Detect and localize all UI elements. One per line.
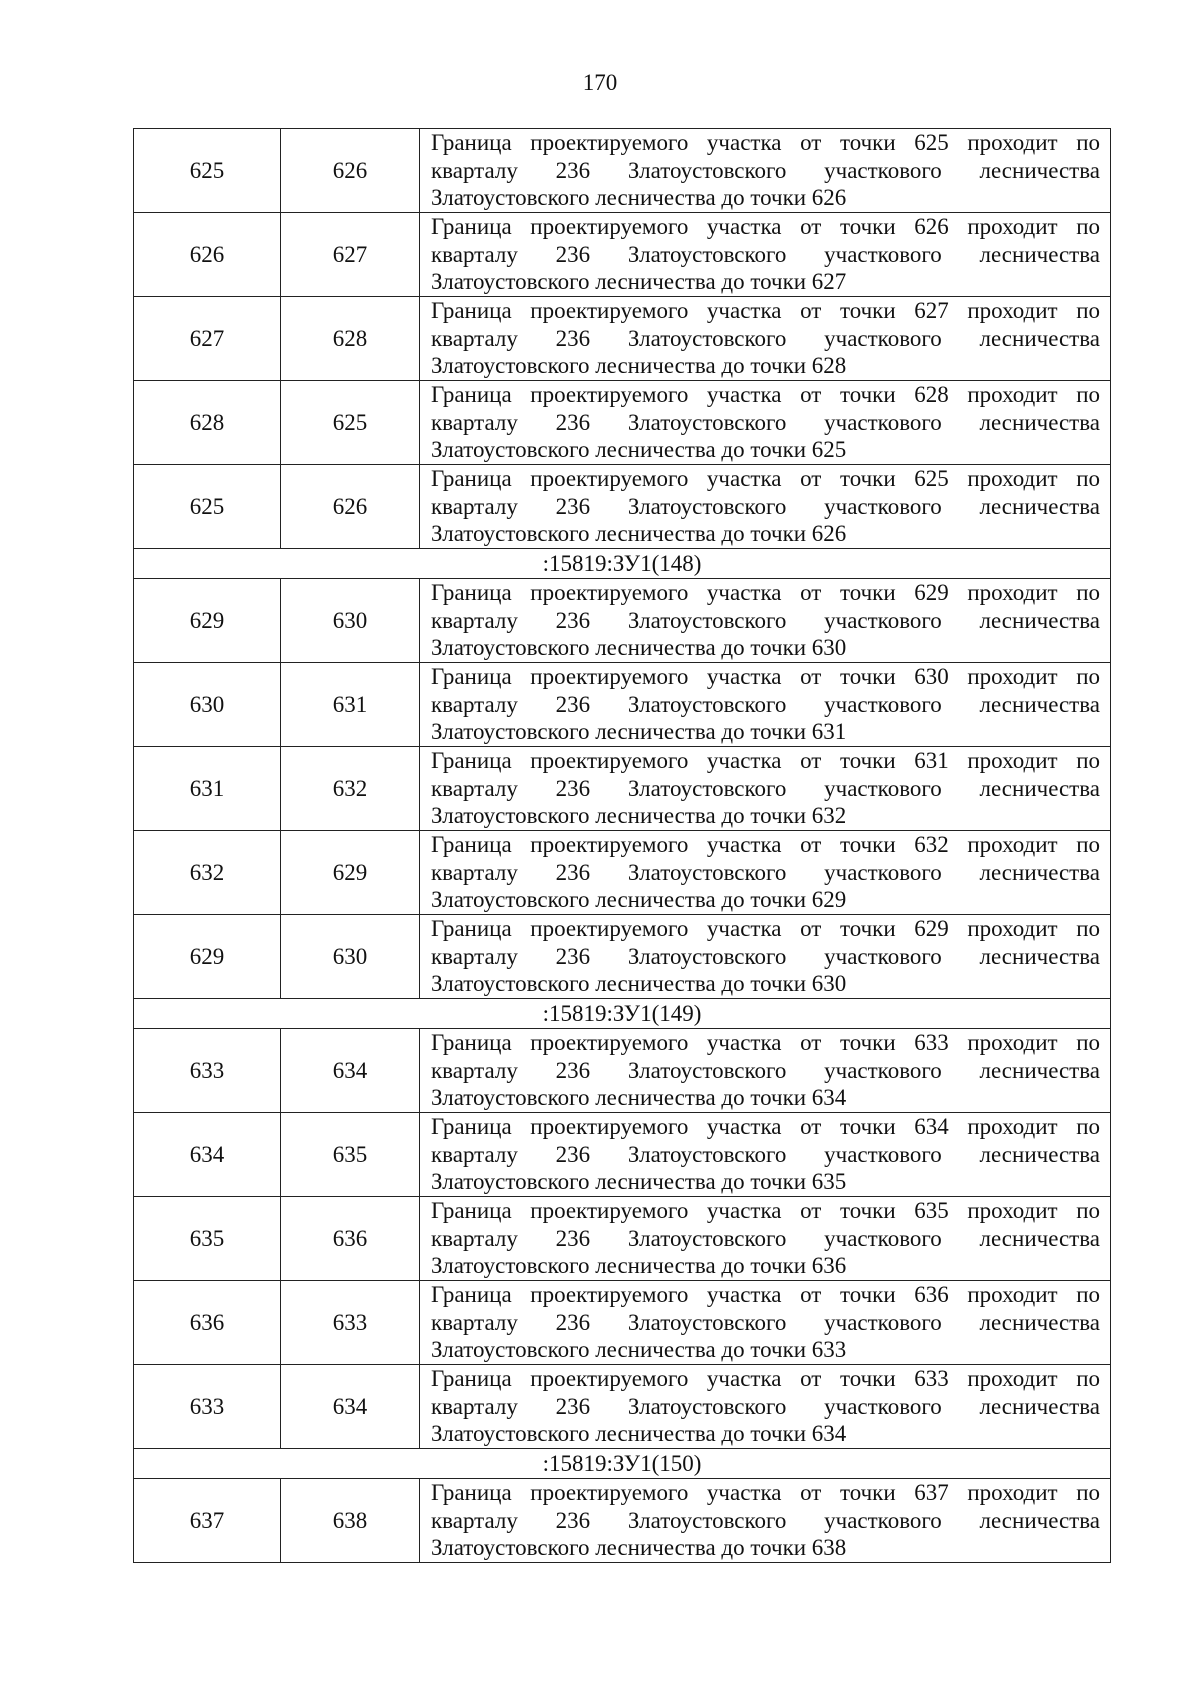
boundary-description <box>420 465 1111 549</box>
boundary-description <box>420 381 1111 465</box>
from-point: 625 <box>134 465 281 549</box>
to-point: 625 <box>281 381 420 465</box>
from-point: 625 <box>134 129 281 213</box>
boundary-description-text: Граница проектируемого участка от точки 633 проходит по кварталу 236 Златоустовского участкового лесничества Златоустовского лесничества до точки 634 <box>431 1366 1100 1447</box>
boundary-description-text: Граница проектируемого участка от точки 630 проходит по кварталу 236 Златоустовского участкового лесничества Златоустовского лесничества до точки 631 <box>431 664 1100 745</box>
page-number: 170 <box>582 70 618 95</box>
boundary-description <box>420 129 1111 213</box>
table-row <box>134 747 1111 831</box>
from-point: 634 <box>134 1113 281 1197</box>
to-point: 636 <box>281 1197 420 1281</box>
from-point: 629 <box>134 915 281 999</box>
boundary-description <box>420 915 1111 999</box>
boundary-description <box>420 1197 1111 1281</box>
from-point: 627 <box>134 297 281 381</box>
table-row <box>134 213 1111 297</box>
table-row <box>134 465 1111 549</box>
boundary-description-text: Граница проектируемого участка от точки 637 проходит по кварталу 236 Златоустовского участкового лесничества Златоустовского лесничества до точки 638 <box>431 1480 1100 1561</box>
boundary-description-text: Граница проектируемого участка от точки 634 проходит по кварталу 236 Златоустовского участкового лесничества Златоустовского лесничества до точки 635 <box>431 1114 1100 1195</box>
from-point: 636 <box>134 1281 281 1365</box>
boundary-description-text: Граница проектируемого участка от точки 636 проходит по кварталу 236 Златоустовского участкового лесничества Златоустовского лесничества до точки 633 <box>431 1282 1100 1363</box>
section-row <box>134 1449 1111 1479</box>
section-label: :15819:ЗУ1(150) <box>134 1449 1111 1479</box>
to-point: 632 <box>281 747 420 831</box>
to-point: 635 <box>281 1113 420 1197</box>
to-point: 629 <box>281 831 420 915</box>
from-point: 632 <box>134 831 281 915</box>
to-point: 626 <box>281 465 420 549</box>
from-point: 633 <box>134 1029 281 1113</box>
table-row <box>134 831 1111 915</box>
from-point: 631 <box>134 747 281 831</box>
boundary-description-text: Граница проектируемого участка от точки 629 проходит по кварталу 236 Златоустовского участкового лесничества Златоустовского лесничества до точки 630 <box>431 580 1100 661</box>
section-label: :15819:ЗУ1(149) <box>134 999 1111 1029</box>
table-row <box>134 1281 1111 1365</box>
boundary-description <box>420 1281 1111 1365</box>
from-point: 629 <box>134 579 281 663</box>
boundary-description <box>420 213 1111 297</box>
to-point: 630 <box>281 915 420 999</box>
boundary-description-text: Граница проектируемого участка от точки 625 проходит по кварталу 236 Златоустовского участкового лесничества Златоустовского лесничества до точки 626 <box>431 466 1100 547</box>
table-row <box>134 1365 1111 1449</box>
boundary-description <box>420 747 1111 831</box>
to-point: 630 <box>281 579 420 663</box>
from-point: 633 <box>134 1365 281 1449</box>
boundary-description-text: Граница проектируемого участка от точки 625 проходит по кварталу 236 Златоустовского участкового лесничества Златоустовского лесничества до точки 626 <box>431 130 1100 211</box>
from-point: 630 <box>134 663 281 747</box>
section-row <box>134 999 1111 1029</box>
boundary-description <box>420 1113 1111 1197</box>
to-point: 631 <box>281 663 420 747</box>
boundary-description-text: Граница проектируемого участка от точки 635 проходит по кварталу 236 Златоустовского участкового лесничества Златоустовского лесничества до точки 636 <box>431 1198 1100 1279</box>
to-point: 627 <box>281 213 420 297</box>
table-row <box>134 297 1111 381</box>
table-row <box>134 129 1111 213</box>
boundary-description <box>420 297 1111 381</box>
from-point: 626 <box>134 213 281 297</box>
to-point: 633 <box>281 1281 420 1365</box>
boundary-description-text: Граница проектируемого участка от точки 629 проходит по кварталу 236 Златоустовского участкового лесничества Златоустовского лесничества до точки 630 <box>431 916 1100 997</box>
from-point: 637 <box>134 1479 281 1563</box>
table-row <box>134 1029 1111 1113</box>
boundary-description <box>420 1479 1111 1563</box>
table-row <box>134 579 1111 663</box>
table-row <box>134 915 1111 999</box>
boundary-description-text: Граница проектируемого участка от точки 632 проходит по кварталу 236 Златоустовского участкового лесничества Златоустовского лесничества до точки 629 <box>431 832 1100 913</box>
to-point: 626 <box>281 129 420 213</box>
boundary-description <box>420 579 1111 663</box>
to-point: 638 <box>281 1479 420 1563</box>
boundary-description-text: Граница проектируемого участка от точки 627 проходит по кварталу 236 Златоустовского участкового лесничества Златоустовского лесничества до точки 628 <box>431 298 1100 379</box>
boundary-description <box>420 1365 1111 1449</box>
boundary-description-text: Граница проектируемого участка от точки 633 проходит по кварталу 236 Златоустовского участкового лесничества Златоустовского лесничества до точки 634 <box>431 1030 1100 1111</box>
to-point: 634 <box>281 1365 420 1449</box>
table-row <box>134 381 1111 465</box>
boundary-description-text: Граница проектируемого участка от точки 631 проходит по кварталу 236 Златоустовского участкового лесничества Златоустовского лесничества до точки 632 <box>431 748 1100 829</box>
to-point: 634 <box>281 1029 420 1113</box>
from-point: 635 <box>134 1197 281 1281</box>
boundary-description-text: Граница проектируемого участка от точки 628 проходит по кварталу 236 Златоустовского участкового лесничества Златоустовского лесничества до точки 625 <box>431 382 1100 463</box>
to-point: 628 <box>281 297 420 381</box>
boundary-description <box>420 831 1111 915</box>
boundary-table-body <box>134 129 1111 1563</box>
table-row <box>134 663 1111 747</box>
boundary-description <box>420 1029 1111 1113</box>
table-row <box>134 1197 1111 1281</box>
from-point: 628 <box>134 381 281 465</box>
boundary-description <box>420 663 1111 747</box>
table-row <box>134 1113 1111 1197</box>
section-label: :15819:ЗУ1(148) <box>134 549 1111 579</box>
table-row <box>134 1479 1111 1563</box>
boundary-description-text: Граница проектируемого участка от точки 626 проходит по кварталу 236 Златоустовского участкового лесничества Златоустовского лесничества до точки 627 <box>431 214 1100 295</box>
boundary-table <box>133 128 1111 1563</box>
section-row <box>134 549 1111 579</box>
